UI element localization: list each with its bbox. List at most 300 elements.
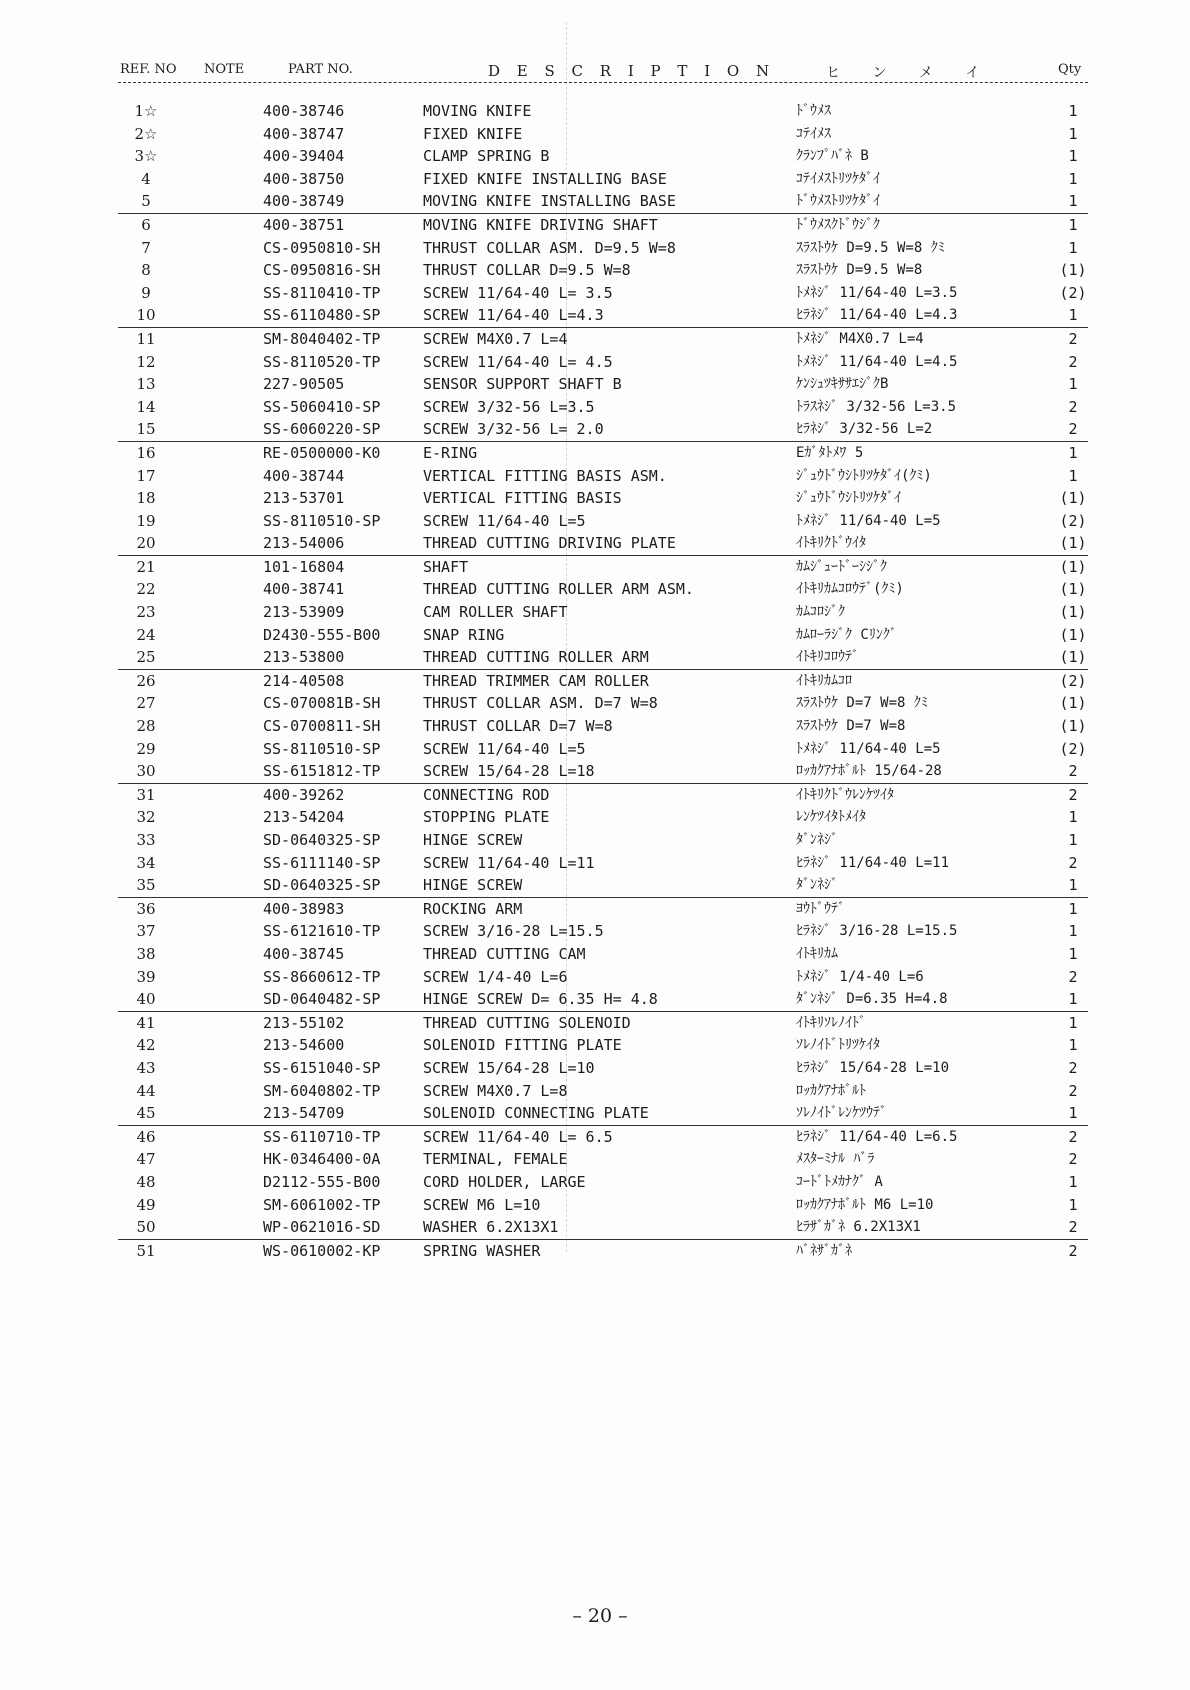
cell-ref-no: 18 [136,489,156,508]
table-row [118,1216,1088,1239]
cell-description: SCREW 15/64-28 L=10 [423,1058,595,1077]
cell-qty: 1 [1068,1036,1078,1055]
cell-qty: 1 [1068,1172,1078,1191]
cell-description: MOVING KNIFE INSTALLING BASE [423,192,676,211]
cell-qty: 1 [1068,876,1078,895]
cell-kana-name: ｺｰﾄﾞﾄﾒｶﾅｸﾞ A [796,1173,883,1190]
cell-description: CONNECTING ROD [423,785,550,804]
table-row [118,601,1088,624]
cell-part-no: SS-6060220-SP [263,420,381,439]
cell-ref-no: 29 [136,739,156,758]
table-row [118,487,1088,510]
cell-description: CAM ROLLER SHAFT [423,603,568,622]
cell-qty: 2 [1068,1127,1078,1146]
cell-qty: (2) [1059,283,1087,302]
cell-part-no: SM-6040802-TP [263,1081,381,1100]
cell-kana-name: ｲﾄｷﾘｿﾚﾉｲﾄﾞ [796,1014,866,1031]
cell-ref-no: 2☆ [134,124,158,143]
cell-ref-no: 7 [141,238,151,257]
cell-qty: (1) [1059,580,1087,599]
cell-description: SCREW 11/64-40 L= 4.5 [423,352,613,371]
cell-part-no: 213-54600 [263,1036,345,1055]
cell-part-no: D2430-555-B00 [263,625,381,644]
cell-part-no: 213-53701 [263,489,345,508]
header-note: NOTE [204,62,245,77]
table-row [118,396,1088,419]
cell-description: SCREW 11/64-40 L=4.3 [423,306,604,325]
header-kana: ヒ ン メ イ [826,65,994,81]
table-row [118,783,1088,807]
table-row [118,373,1088,396]
table-row [118,1194,1088,1217]
table-row [118,510,1088,533]
cell-part-no: SS-6151040-SP [263,1058,381,1077]
cell-ref-no: 10 [136,306,156,325]
table-row [118,1034,1088,1057]
cell-qty: 1 [1068,306,1078,325]
table-header [118,58,1088,86]
cell-qty: 1 [1068,1195,1078,1214]
header-part-no: PART NO. [288,62,353,77]
cell-qty: (1) [1059,625,1087,644]
cell-part-no: 213-54006 [263,534,345,553]
cell-description: SENSOR SUPPORT SHAFT B [423,375,622,394]
table-row [118,669,1088,693]
cell-part-no: 400-38750 [263,169,345,188]
table-row [118,145,1088,168]
cell-qty: 1 [1068,1013,1078,1032]
cell-kana-name: ﾄﾞｳﾒｽｸﾄﾞｳｼﾞｸ [796,216,880,233]
cell-description: HINGE SCREW [423,831,523,849]
cell-ref-no: 34 [136,853,156,872]
cell-description: SCREW M4X0.7 L=8 [423,1081,568,1100]
cell-ref-no: 6 [141,215,151,234]
page-number: – 20 – [572,1605,628,1627]
cell-kana-name: ﾋﾗﾈｼﾞ 3/16-28 L=15.5 [796,923,958,940]
cell-part-no: SS-6110710-TP [263,1127,381,1146]
cell-qty: (1) [1059,694,1087,713]
cell-qty: 1 [1068,899,1078,918]
table-row [118,418,1088,441]
cell-description: MOVING KNIFE DRIVING SHAFT [423,215,658,234]
cell-kana-name: ﾄﾒﾈｼﾞ 11/64-40 L=3.5 [796,284,958,301]
cell-part-no: 400-38749 [263,192,345,211]
cell-description: VERTICAL FITTING BASIS [423,489,622,508]
cell-description: SCREW 1/4-40 L=6 [423,967,568,986]
cell-description: SCREW 3/32-56 L= 2.0 [423,420,604,439]
cell-ref-no: 26 [136,671,156,690]
cell-ref-no: 27 [136,694,156,713]
cell-kana-name: ｼﾞｭｳﾄﾞｳｼﾄﾘﾂｹﾀﾞｲ(ｸﾐ) [796,467,932,484]
header-description: D E S C R I P T I O N [488,62,776,80]
cell-ref-no: 21 [136,557,156,576]
cell-description: FIXED KNIFE INSTALLING BASE [423,169,667,188]
cell-kana-name: ﾄﾒﾈｼﾞ 11/64-40 L=4.5 [796,353,958,370]
cell-description: THREAD CUTTING CAM [423,944,586,963]
cell-description: THREAD CUTTING SOLENOID [423,1013,631,1032]
table-row [118,966,1088,989]
cell-description: ROCKING ARM [423,899,523,918]
cell-kana-name: ﾄﾒﾈｼﾞ 1/4-40 L=6 [796,968,924,985]
cell-description: SCREW 11/64-40 L=11 [423,853,595,872]
cell-ref-no: 13 [136,375,156,394]
cell-part-no: SS-8110510-SP [263,511,381,530]
cell-part-no: SM-6061002-TP [263,1195,381,1214]
cell-part-no: SD-0640325-SP [263,876,381,895]
cell-part-no: 400-39404 [263,147,345,166]
cell-qty: (1) [1059,534,1087,553]
cell-kana-name: ｺﾃｲﾒｽﾄﾘﾂｹﾀﾞｲ [796,170,880,187]
cell-kana-name: ｿﾚﾉｲﾄﾞﾄﾘﾂｹｲﾀ [796,1037,880,1054]
cell-kana-name: ﾋﾗﾈｼﾞ 11/64-40 L=4.3 [796,307,958,324]
table-row [118,259,1088,282]
cell-qty: 2 [1068,1150,1078,1169]
cell-ref-no: 32 [136,808,156,827]
table-row [118,532,1088,555]
cell-part-no: SS-8660612-TP [263,967,381,986]
cell-part-no: SS-6121610-TP [263,922,381,941]
cell-kana-name: ｲﾄｷﾘｶﾑｺﾛｳﾃﾞ(ｸﾐ) [796,581,904,598]
cell-ref-no: 20 [136,534,156,553]
cell-part-no: HK-0346400-0A [263,1150,381,1169]
cell-description: THREAD CUTTING ROLLER ARM [423,648,649,667]
cell-kana-name: ｶﾑｼﾞｭｰﾄﾞｰｼｼﾞｸ [796,558,887,575]
cell-part-no: 400-38751 [263,215,345,234]
table-row [118,624,1088,647]
table-row [118,692,1088,715]
table-row [118,123,1088,146]
header-dashed-rule [118,82,1088,83]
table-row [118,920,1088,943]
cell-ref-no: 50 [136,1218,156,1237]
cell-description: SCREW M6 L=10 [423,1195,541,1214]
cell-part-no: 400-38745 [263,944,345,963]
cell-qty: 2 [1068,397,1078,416]
cell-ref-no: 22 [136,580,156,599]
cell-part-no: SS-8110520-TP [263,352,381,371]
cell-part-no: RE-0500000-K0 [263,443,381,462]
cell-part-no: SD-0640482-SP [263,990,381,1009]
table-row [118,1080,1088,1103]
cell-qty: 1 [1068,443,1078,462]
cell-ref-no: 23 [136,603,156,622]
table-row [118,282,1088,305]
cell-qty: (1) [1059,261,1087,280]
cell-kana-name: ｽﾗｽﾄｳｹ D=9.5 W=8 [796,262,923,279]
table-row [118,351,1088,374]
cell-qty: 1 [1068,922,1078,941]
cell-kana-name: ｽﾗｽﾄｳｹ D=7 W=8 ｸﾐ [796,695,928,712]
cell-ref-no: 14 [136,397,156,416]
cell-part-no: SS-5060410-SP [263,397,381,416]
cell-ref-no: 42 [136,1036,156,1055]
cell-kana-name: ﾋﾗﾈｼﾞ 3/32-56 L=2 [796,421,933,438]
cell-description: SCREW 15/64-28 L=18 [423,762,595,781]
cell-qty: 1 [1068,808,1078,827]
cell-description: TERMINAL, FEMALE [423,1150,568,1169]
cell-kana-name: ｽﾗｽﾄｳｹ D=9.5 W=8 ｸﾐ [796,239,945,256]
table-row [118,760,1088,783]
cell-kana-name: ﾄﾞｳﾒｽ [796,103,831,119]
cell-part-no: 227-90505 [263,375,345,394]
table-row [118,100,1088,123]
cell-kana-name: ﾄﾒﾈｼﾞ 11/64-40 L=5 [796,740,941,757]
table-row [118,1011,1088,1035]
cell-kana-name: ｼﾞｭｳﾄﾞｳｼﾄﾘﾂｹﾀﾞｲ [796,490,901,507]
cell-part-no: SS-6111140-SP [263,853,381,872]
cell-ref-no: 8 [141,261,151,280]
cell-kana-name: ﾋﾗﾈｼﾞ 15/64-28 L=10 [796,1059,950,1076]
cell-part-no: WS-0610002-KP [263,1241,381,1260]
cell-ref-no: 38 [136,944,156,963]
cell-kana-name: ｿﾚﾉｲﾄﾞﾚﾝｹﾂｳﾃﾞ [796,1105,887,1122]
cell-ref-no: 28 [136,717,156,736]
cell-kana-name: ﾄﾒﾈｼﾞ 11/64-40 L=5 [796,512,941,529]
table-row [118,646,1088,669]
cell-part-no: 400-38744 [263,466,345,485]
cell-ref-no: 41 [136,1013,156,1032]
cell-part-no: 400-38741 [263,580,345,599]
cell-part-no: 214-40508 [263,671,345,690]
cell-kana-name: ﾀﾞﾝﾈｼﾞ D=6.35 H=4.8 [796,991,948,1008]
cell-qty: 1 [1068,215,1078,234]
cell-ref-no: 17 [136,466,156,485]
cell-qty: 2 [1068,853,1078,872]
cell-part-no: SM-8040402-TP [263,329,381,348]
cell-ref-no: 25 [136,648,156,667]
cell-ref-no: 24 [136,625,156,644]
table-row [118,852,1088,875]
cell-ref-no: 3☆ [134,147,158,166]
table-row [118,1148,1088,1171]
table-row [118,237,1088,260]
cell-ref-no: 11 [136,329,156,348]
cell-qty: (2) [1059,739,1087,758]
cell-kana-name: ﾛｯｶｸｱﾅﾎﾞﾙﾄ M6 L=10 [796,1196,934,1213]
cell-qty: 1 [1068,831,1078,849]
cell-kana-name: ｲﾄｷﾘｸﾄﾞｳｲﾀ [796,535,866,552]
cell-ref-no: 33 [136,831,156,849]
cell-ref-no: 15 [136,420,156,439]
cell-description: SOLENOID CONNECTING PLATE [423,1104,649,1123]
cell-description: SCREW 3/16-28 L=15.5 [423,922,604,941]
cell-qty: (2) [1059,671,1087,690]
cell-kana-name: ﾀﾞﾝﾈｼﾞ [796,832,838,848]
cell-description: HINGE SCREW [423,876,523,895]
cell-part-no: 400-38747 [263,124,345,143]
cell-part-no: WP-0621016-SD [263,1218,381,1237]
cell-part-no: 400-38983 [263,899,345,918]
cell-description: SCREW 11/64-40 L=5 [423,739,586,758]
cell-ref-no: 12 [136,352,156,371]
cell-part-no: SS-8110410-TP [263,283,381,302]
table-row [118,213,1088,237]
cell-description: SCREW 11/64-40 L= 3.5 [423,283,613,302]
cell-ref-no: 47 [136,1150,156,1169]
cell-ref-no: 43 [136,1058,156,1077]
cell-part-no: SD-0640325-SP [263,831,381,849]
cell-part-no: SS-6151812-TP [263,762,381,781]
cell-part-no: CS-070081B-SH [263,694,381,713]
cell-description: SCREW 11/64-40 L=5 [423,511,586,530]
cell-ref-no: 9 [141,283,151,302]
cell-description: THREAD TRIMMER CAM ROLLER [423,671,649,690]
cell-ref-no: 19 [136,511,156,530]
cell-kana-name: ｽﾗｽﾄｳｹ D=7 W=8 [796,718,906,735]
cell-qty: 2 [1068,329,1078,348]
table-row [118,578,1088,601]
cell-description: SCREW 11/64-40 L= 6.5 [423,1127,613,1146]
cell-part-no: 101-16804 [263,557,345,576]
cell-qty: (2) [1059,511,1087,530]
table-row [118,874,1088,897]
cell-ref-no: 5 [141,192,151,211]
cell-ref-no: 45 [136,1104,156,1123]
cell-description: MOVING KNIFE [423,102,532,120]
cell-kana-name: Eｶﾞﾀﾄﾒﾜ 5 [796,444,864,461]
header-ref-no: REF. NO [120,62,177,77]
cell-part-no: 400-38746 [263,102,345,120]
cell-description: FIXED KNIFE [423,124,523,143]
cell-part-no: CS-0950816-SH [263,261,381,280]
cell-qty: 1 [1068,102,1078,120]
cell-ref-no: 44 [136,1081,156,1100]
cell-qty: 2 [1068,762,1078,781]
cell-description: WASHER 6.2X13X1 [423,1218,559,1237]
cell-qty: 2 [1068,1058,1078,1077]
cell-kana-name: ﾖｳﾄﾞｳﾃﾞ [796,900,845,917]
cell-qty: 1 [1068,147,1078,166]
cell-qty: (1) [1059,489,1087,508]
cell-qty: 2 [1068,785,1078,804]
cell-qty: 2 [1068,1218,1078,1237]
table-row [118,1057,1088,1080]
cell-qty: 1 [1068,192,1078,211]
cell-part-no: 213-53800 [263,648,345,667]
cell-part-no: CS-0700811-SH [263,717,381,736]
cell-part-no: 213-53909 [263,603,345,622]
cell-kana-name: ﾀﾞﾝﾈｼﾞ [796,877,838,894]
table-row [118,1102,1088,1125]
cell-ref-no: 48 [136,1172,156,1191]
table-row [118,304,1088,327]
cell-part-no: D2112-555-B00 [263,1172,381,1191]
cell-ref-no: 1☆ [134,102,158,120]
cell-kana-name: ﾋﾗﾈｼﾞ 11/64-40 L=11 [796,854,950,871]
cell-qty: 2 [1068,1081,1078,1100]
header-qty: Qty [1058,62,1082,77]
cell-description: THRUST COLLAR D=9.5 W=8 [423,261,631,280]
cell-description: THREAD CUTTING ROLLER ARM ASM. [423,580,694,599]
table-row [118,1125,1088,1149]
cell-kana-name: ｲﾄｷﾘｸﾄﾞｳﾚﾝｹﾂｲﾀ [796,786,894,803]
cell-part-no: 213-55102 [263,1013,345,1032]
cell-kana-name: ﾚﾝｹﾂｲﾀﾄﾒｲﾀ [796,809,866,826]
cell-description: SCREW M4X0.7 L=4 [423,329,568,348]
cell-kana-name: ﾊﾞﾈｻﾞｶﾞﾈ [796,1242,852,1259]
cell-ref-no: 49 [136,1195,156,1214]
cell-description: THRUST COLLAR D=7 W=8 [423,717,613,736]
table-row [118,1171,1088,1194]
cell-kana-name: ﾄﾒﾈｼﾞ M4X0.7 L=4 [796,330,924,347]
cell-ref-no: 46 [136,1127,156,1146]
cell-kana-name: ｲﾄｷﾘｺﾛｳﾃﾞ [796,649,859,666]
cell-description: HINGE SCREW D= 6.35 H= 4.8 [423,990,658,1009]
cell-description: THRUST COLLAR ASM. D=7 W=8 [423,694,658,713]
table-row [118,555,1088,579]
cell-ref-no: 35 [136,876,156,895]
cell-qty: 1 [1068,466,1078,485]
cell-ref-no: 37 [136,922,156,941]
cell-part-no: SS-6110480-SP [263,306,381,325]
table-row [118,327,1088,351]
cell-ref-no: 39 [136,967,156,986]
cell-qty: (1) [1059,603,1087,622]
table-row [118,168,1088,191]
cell-description: SCREW 3/32-56 L=3.5 [423,397,595,416]
table-row [118,465,1088,488]
cell-kana-name: ｲﾄｷﾘｶﾑ [796,945,838,962]
cell-kana-name: ｸﾗﾝﾌﾟﾊﾞﾈ B [796,148,869,165]
cell-part-no: SS-8110510-SP [263,739,381,758]
cell-kana-name: ｶﾑﾛｰﾗｼﾞｸ Cﾘﾝｸﾞ [796,626,897,643]
cell-kana-name: ｹﾝｼｭﾂｷｻｻｴｼﾞｸB [796,376,889,393]
parts-table-body [118,100,1088,1262]
cell-qty: (1) [1059,717,1087,736]
cell-kana-name: ﾛｯｶｸｱﾅﾎﾞﾙﾄ [796,1082,866,1099]
table-row [118,829,1088,852]
cell-qty: 1 [1068,169,1078,188]
cell-kana-name: ﾋﾗﾈｼﾞ 11/64-40 L=6.5 [796,1128,958,1145]
cell-description: CLAMP SPRING B [423,147,550,166]
cell-description: THRUST COLLAR ASM. D=9.5 W=8 [423,238,676,257]
cell-qty: 2 [1068,1241,1078,1260]
cell-description: STOPPING PLATE [423,808,550,827]
cell-qty: 1 [1068,990,1078,1009]
cell-kana-name: ﾒｽﾀｰﾐﾅﾙ ﾊﾞﾗ [796,1151,875,1168]
cell-kana-name: ﾄﾗｽﾈｼﾞ 3/32-56 L=3.5 [796,398,957,415]
cell-qty: 1 [1068,238,1078,257]
table-row [118,806,1088,829]
cell-description: THREAD CUTTING DRIVING PLATE [423,534,676,553]
cell-ref-no: 36 [136,899,156,918]
cell-description: SOLENOID FITTING PLATE [423,1036,622,1055]
table-row [118,1239,1088,1263]
cell-ref-no: 40 [136,990,156,1009]
cell-ref-no: 51 [136,1241,156,1260]
table-row [118,988,1088,1011]
table-row [118,715,1088,738]
cell-description: SHAFT [423,557,469,576]
cell-kana-name: ﾛｯｶｸｱﾅﾎﾞﾙﾄ 15/64-28 [796,763,942,780]
cell-ref-no: 4 [141,169,151,188]
cell-ref-no: 16 [136,443,156,462]
cell-part-no: 213-54709 [263,1104,345,1123]
cell-ref-no: 30 [136,762,156,781]
table-row [118,190,1088,213]
cell-part-no: 400-39262 [263,785,345,804]
cell-part-no: 213-54204 [263,808,345,827]
cell-qty: 2 [1068,967,1078,986]
cell-description: SPRING WASHER [423,1241,541,1260]
cell-kana-name: ｺﾃｲﾒｽ [796,125,831,142]
cell-description: E-RING [423,443,478,462]
table-row [118,441,1088,465]
cell-description: VERTICAL FITTING BASIS ASM. [423,466,667,485]
cell-kana-name: ﾋﾗｻﾞｶﾞﾈ 6.2X13X1 [796,1219,921,1236]
cell-kana-name: ﾄﾞｳﾒｽﾄﾘﾂｹﾀﾞｲ [796,193,880,210]
cell-ref-no: 31 [136,785,156,804]
